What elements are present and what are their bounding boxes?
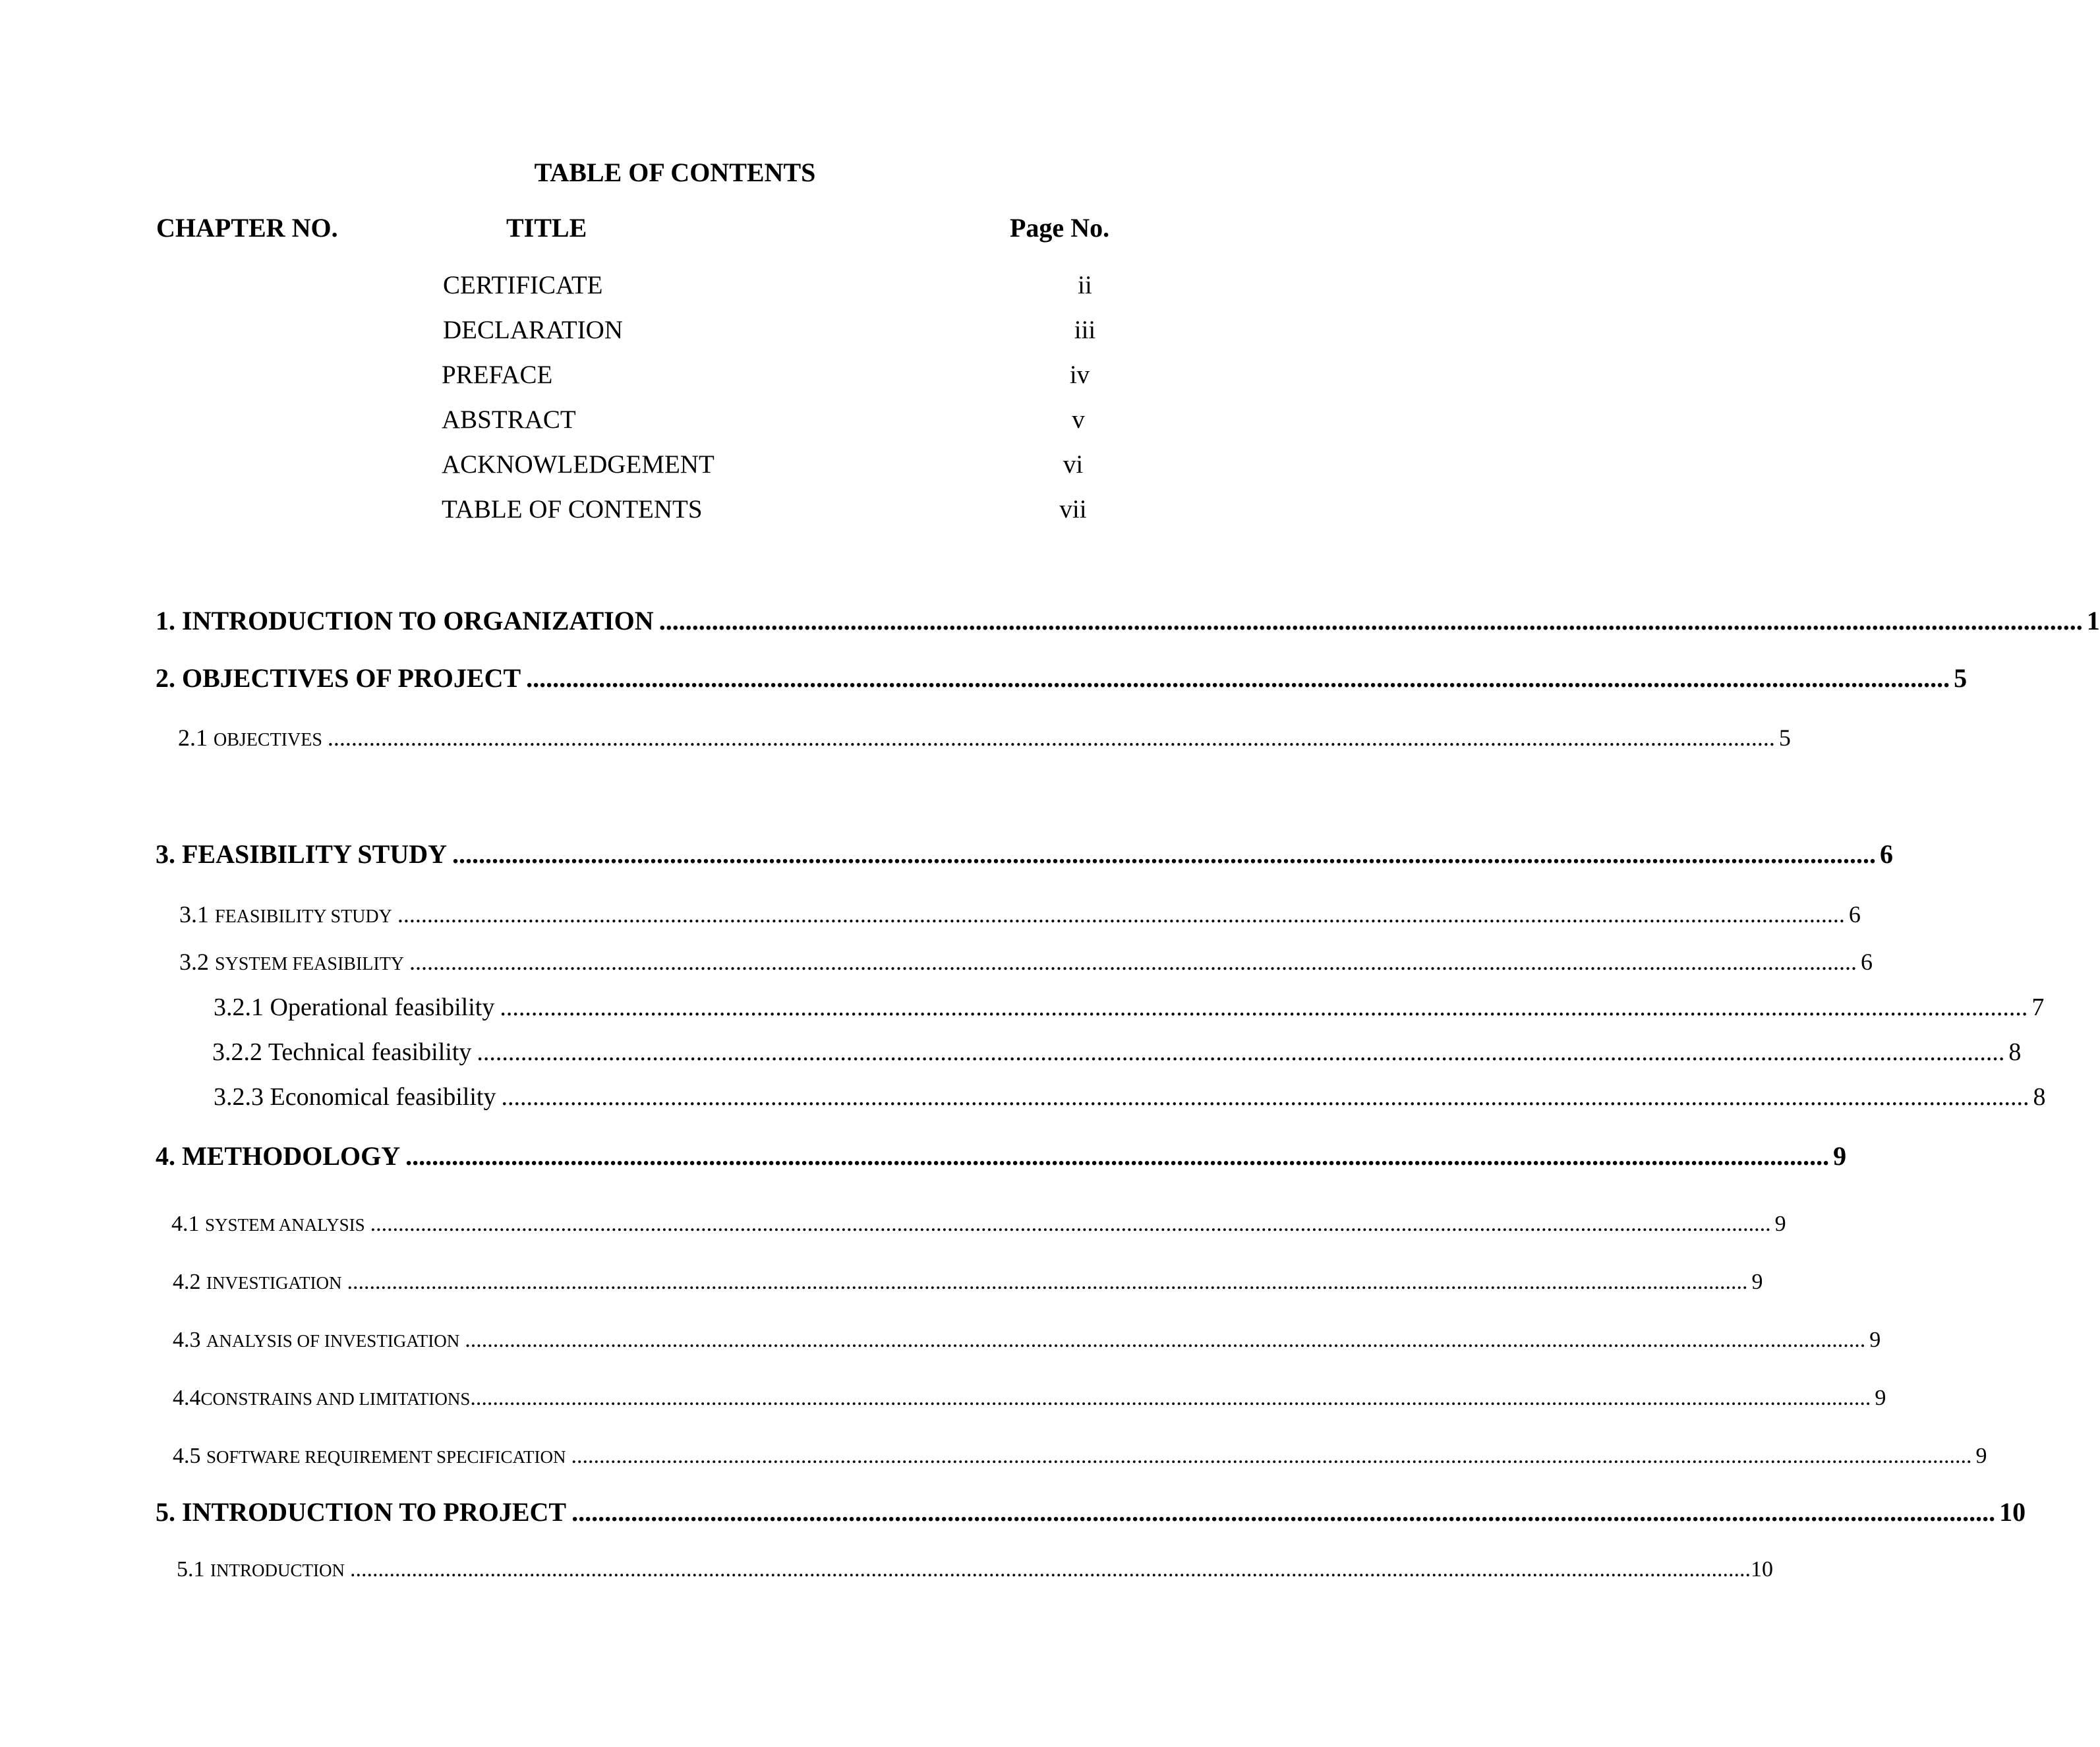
toc-subsection-entry bbox=[214, 993, 2045, 1022]
toc-entry-number: 2.1 bbox=[178, 725, 208, 751]
toc-entry-page: 6 bbox=[1879, 839, 1893, 869]
toc-entry-page: 6 bbox=[1861, 949, 1873, 975]
toc-entry-page: 5 bbox=[1954, 663, 1968, 693]
toc-section-entry bbox=[177, 1557, 1773, 1582]
leader-dots: .................................................................................................................................................................................................................................................... bbox=[327, 725, 1775, 751]
toc-entry-title: SYSTEM ANALYSIS bbox=[205, 1215, 365, 1235]
leader-dots: ........................................................................................................................................................................................................................ bbox=[452, 839, 1876, 869]
toc-entry-number: 4.1 bbox=[171, 1212, 200, 1236]
leader-dots: .......................................................................................................................................................................................................................................................... bbox=[571, 1444, 1972, 1468]
leader-dots: .......................................................................................................................................................................................................................................................... bbox=[349, 1557, 1751, 1582]
toc-chapter-entry bbox=[156, 839, 1893, 870]
leader-dots: ........................................................................................................................................................................................................................ bbox=[571, 1497, 1996, 1527]
front-matter-title: PREFACE bbox=[442, 361, 553, 389]
toc-entry-title: SYSTEM FEASIBILITY bbox=[215, 954, 405, 974]
toc-chapter-entry bbox=[156, 1496, 2026, 1527]
leader-dots: .......................................................................................................................................................................................................................................................... bbox=[347, 1270, 1748, 1294]
front-matter-title: DECLARATION bbox=[443, 316, 623, 344]
toc-chapter-entry bbox=[156, 1140, 1847, 1171]
toc-chapter-entry bbox=[156, 663, 1968, 694]
toc-entry-title: 3.2.1 Operational feasibility bbox=[214, 993, 495, 1021]
toc-entry-title: 1. INTRODUCTION TO ORGANIZATION bbox=[156, 606, 654, 636]
toc-section-entry bbox=[173, 1270, 1763, 1295]
toc-entry-title: 2. OBJECTIVES OF PROJECT bbox=[156, 663, 521, 693]
leader-dots: ........................................................................................................................................................................................................................ bbox=[526, 663, 1950, 693]
toc-section-entry bbox=[171, 1212, 1786, 1237]
toc-section-entry bbox=[173, 1328, 1881, 1353]
front-matter-page: ii bbox=[1078, 271, 1092, 299]
front-matter-page: iv bbox=[1069, 361, 1090, 389]
toc-entry-page: 1 bbox=[2086, 606, 2100, 636]
toc-entry-title: 3. FEASIBILITY STUDY bbox=[156, 839, 447, 869]
leader-dots: .................................................................................................................................................................................................................................................... bbox=[500, 993, 2028, 1021]
front-matter-title: ABSTRACT bbox=[442, 405, 576, 434]
toc-entry-title: 4. METHODOLOGY bbox=[156, 1141, 401, 1171]
toc-entry-number: 4.2 bbox=[173, 1270, 201, 1294]
toc-entry-title: OBJECTIVES bbox=[214, 730, 322, 750]
front-matter-title: ACKNOWLEDGEMENT bbox=[442, 450, 715, 479]
toc-entry-title: CONSTRAINS AND LIMITATIONS bbox=[200, 1389, 471, 1409]
leader-dots: .......................................................................................................................................................................................................................................................... bbox=[465, 1328, 1866, 1352]
toc-entry-page: 9 bbox=[1869, 1328, 1881, 1352]
header-page-no: Page No. bbox=[1010, 213, 1110, 243]
leader-dots: .................................................................................................................................................................................................................................................... bbox=[397, 901, 1845, 928]
toc-section-entry bbox=[179, 901, 1861, 928]
toc-entry-title: 3.2.2 Technical feasibility bbox=[212, 1038, 472, 1066]
toc-subsection-entry bbox=[214, 1082, 2046, 1111]
header-chapter-no: CHAPTER NO. bbox=[156, 213, 338, 243]
leader-dots: .................................................................................................................................................................................................................................................... bbox=[501, 1083, 2029, 1111]
toc-entry-title: 5. INTRODUCTION TO PROJECT bbox=[156, 1497, 567, 1527]
toc-entry-number: 3.2 bbox=[179, 949, 209, 975]
toc-subsection-entry bbox=[212, 1038, 2022, 1067]
front-matter-title: TABLE OF CONTENTS bbox=[442, 495, 703, 523]
toc-entry-title: INVESTIGATION bbox=[206, 1273, 342, 1293]
toc-entry-page: 9 bbox=[1875, 1386, 1886, 1410]
toc-section-entry bbox=[178, 724, 1791, 752]
toc-entry-number: 5.1 bbox=[177, 1557, 205, 1582]
toc-section-entry bbox=[179, 948, 1873, 976]
toc-entry-page: 8 bbox=[2033, 1083, 2046, 1111]
leader-dots: .......................................................................................................................................................................................................................................................... bbox=[370, 1212, 1771, 1236]
front-matter-page: v bbox=[1072, 405, 1085, 434]
toc-entry-page: 10 bbox=[1750, 1557, 1773, 1582]
toc-entry-title: 3.2.3 Economical feasibility bbox=[214, 1083, 496, 1111]
toc-entry-number: 4.4 bbox=[173, 1386, 201, 1410]
toc-chapter-entry bbox=[156, 605, 2100, 636]
toc-entry-page: 5 bbox=[1778, 725, 1791, 751]
toc-entry-title: INTRODUCTION bbox=[210, 1560, 345, 1580]
leader-dots: ........................................................................................................................................................................................................................ bbox=[405, 1141, 1830, 1171]
front-matter-page: vii bbox=[1059, 495, 1087, 523]
toc-entry-page: 9 bbox=[1833, 1141, 1847, 1171]
toc-entry-number: 4.3 bbox=[173, 1328, 201, 1352]
leader-dots: .......................................................................................................................................................................................................................................................... bbox=[470, 1386, 1871, 1410]
front-matter-title: CERTIFICATE bbox=[443, 271, 603, 299]
front-matter-page: iii bbox=[1074, 316, 1096, 344]
toc-entry-page: 7 bbox=[2031, 993, 2045, 1021]
header-title: TITLE bbox=[506, 213, 587, 243]
page-title: TABLE OF CONTENTS bbox=[534, 158, 816, 187]
leader-dots: .................................................................................................................................................................................................................................................... bbox=[409, 949, 1857, 975]
toc-entry-number: 3.1 bbox=[179, 901, 209, 928]
toc-entry-title: ANALYSIS OF INVESTIGATION bbox=[206, 1331, 460, 1351]
toc-entry-title: SOFTWARE REQUIREMENT SPECIFICATION bbox=[206, 1447, 566, 1467]
toc-entry-page: 10 bbox=[1999, 1497, 2026, 1527]
toc-entry-page: 9 bbox=[1774, 1212, 1786, 1236]
leader-dots: ........................................................................................................................................................................................................................ bbox=[658, 606, 2083, 636]
toc-entry-page: 9 bbox=[1751, 1270, 1763, 1294]
toc-entry-page: 9 bbox=[1975, 1444, 1987, 1468]
front-matter-page: vi bbox=[1063, 450, 1084, 479]
toc-section-entry bbox=[173, 1386, 1886, 1411]
toc-entry-number: 4.5 bbox=[173, 1444, 201, 1468]
toc-section-entry bbox=[173, 1444, 1987, 1469]
toc-entry-page: 6 bbox=[1848, 901, 1861, 928]
leader-dots: .................................................................................................................................................................................................................................................... bbox=[477, 1038, 2005, 1066]
toc-entry-page: 8 bbox=[2008, 1038, 2022, 1066]
toc-entry-title: FEASIBILITY STUDY bbox=[215, 906, 392, 927]
